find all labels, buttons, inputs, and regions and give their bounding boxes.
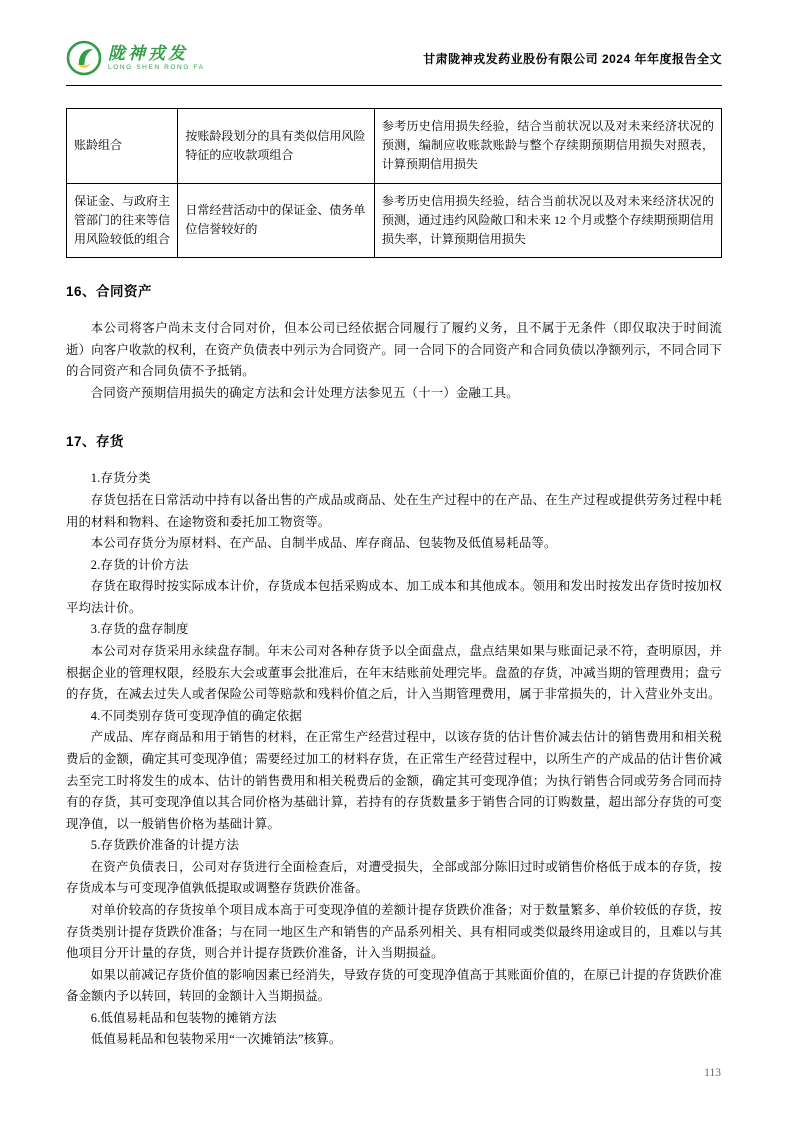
cell-portfolio-category: 保证金、与政府主管部门的往来等信用风险较低的组合 — [67, 183, 178, 258]
credit-loss-table — [66, 108, 722, 258]
paragraph: 对单价较高的存货按单个项目成本高于可变现净值的差额计提存货跌价准备；对于数量繁多、单价较低的存货，按存货类别计提存货跌价准备；与在同一地区生产和销售的产品系列相关、具有相同或类似最终用途或目的，且难以与其他项目分开计量的存货，则合并计提存货跌价准备，计入当期损益。 — [66, 903, 722, 961]
paragraph: 4.不同类别存货可变现净值的确定依据 — [90, 708, 302, 723]
company-logo — [66, 40, 205, 76]
paragraph: 3.存货的盘存制度 — [90, 622, 189, 637]
company-logo-subtitle: LONG SHEN RONG FA — [108, 63, 205, 71]
report-title: 甘肃陇神戎发药业股份有限公司 2024 年年度报告全文 — [423, 51, 722, 66]
company-logo-text — [108, 45, 205, 72]
paragraph: 本公司将客户尚未支付合同对价，但本公司已经依据合同履行了履约义务，且不属于无条件（即仅取决于时间流逝）向客户收款的权利，在资产负债表中列示为合同资产。同一合同下的合同资产和合同负债以净额列示，不同合同下的合同资产和合同负债不予抵销。 — [66, 321, 722, 379]
section-contract-assets — [66, 280, 722, 404]
company-logo-name: 陇神戎发 — [108, 43, 188, 63]
paragraph: 在资产负债表日，公司对存货进行全面检查后，对遭受损失，全部或部分陈旧过时或销售价格低于成本的存货，按存货成本与可变现净值孰低提取或调整存货跌价准备。 — [66, 859, 722, 896]
cell-portfolio-basis: 按账龄段划分的具有类似信用风险特征的应收款项组合 — [178, 109, 375, 184]
cell-measurement-method: 参考历史信用损失经验，结合当前状况以及对未来经济状况的预测，通过违约风险敞口和未来 12 个月或整个存续期预期信用损失率，计算预期信用损失 — [374, 183, 721, 258]
paragraph: 存货在取得时按实际成本计价，存货成本包括采购成本、加工成本和其他成本。领用和发出时按发出存货时按加权平均法计价。 — [66, 579, 722, 615]
paragraph: 产成品、库存商品和用于销售的材料，在正常生产经营过程中，以该存货的估计售价减去估计的销售费用和相关税费后的金额，确定其可变现净值；需要经过加工的材料存货，在正常生产经营过程中，以所生产的产成品的估计售价减去至完工时将发生的成本、估计的销售费用和相关税费后的金额，确定其可变现净值；为执行销售合同或劳务合同而持有的存货，其可变现净值以其合同价格为基础计算，若持有的存货数量多于销售合同的订购数量，超出部分存货的可变现净值，以一般销售价格为基础计算。 — [66, 730, 722, 831]
section-heading: 16、合同资产 — [66, 284, 153, 300]
paragraph: 本公司对存货采用永续盘存制。年末公司对各种存货予以全面盘点，盘点结果如果与账面记录不符，查明原因，并根据企业的管理权限，经股东大会或董事会批准后，在年末结账前处理完毕。盘盈的存货，冲减当期的管理费用；盘亏的存货，在减去过失人或者保险公司等赔款和残料价值之后，计入当期管理费用，属于非常损失的，计入营业外支出。 — [66, 644, 722, 702]
table-row — [67, 109, 722, 184]
paragraph: 5.存货跌价准备的计提方法 — [90, 838, 239, 853]
paragraph: 2.存货的计价方法 — [90, 557, 189, 572]
cell-portfolio-category: 账龄组合 — [67, 109, 178, 184]
page-number: 113 — [704, 1067, 721, 1080]
page-header — [66, 40, 722, 86]
paragraph: 本公司存货分为原材料、在产品、自制半成品、库存商品、包装物及低值易耗品等。 — [90, 536, 557, 551]
paragraph: 6.低值易耗品和包装物的摊销方法 — [90, 1010, 277, 1025]
section-inventory — [66, 430, 722, 1051]
paragraph: 存货包括在日常活动中持有以备出售的产成品或商品、处在生产过程中的在产品、在生产过程或提供劳务过程中耗用的材料和物料、在途物资和委托加工物资等。 — [66, 493, 722, 529]
paragraph: 合同资产预期信用损失的确定方法和会计处理方法参见五（十一）金融工具。 — [90, 385, 519, 400]
company-logo-icon — [66, 40, 102, 76]
cell-measurement-method: 参考历史信用损失经验，结合当前状况以及对未来经济状况的预测，编制应收账款账龄与整个存续期预期信用损失对照表，计算预期信用损失 — [374, 109, 721, 184]
table-row — [67, 183, 722, 258]
paragraph: 低值易耗品和包装物采用“一次摊销法”核算。 — [90, 1032, 342, 1047]
section-heading: 17、存货 — [66, 434, 125, 450]
paragraph: 如果以前减记存货价值的影响因素已经消失，导致存货的可变现净值高于其账面价值的，在原已计提的存货跌价准备金额内予以转回，转回的金额计入当期损益。 — [66, 967, 722, 1004]
cell-portfolio-basis: 日常经营活动中的保证金、债务单位信誉较好的 — [178, 183, 375, 258]
paragraph: 1.存货分类 — [90, 471, 151, 486]
